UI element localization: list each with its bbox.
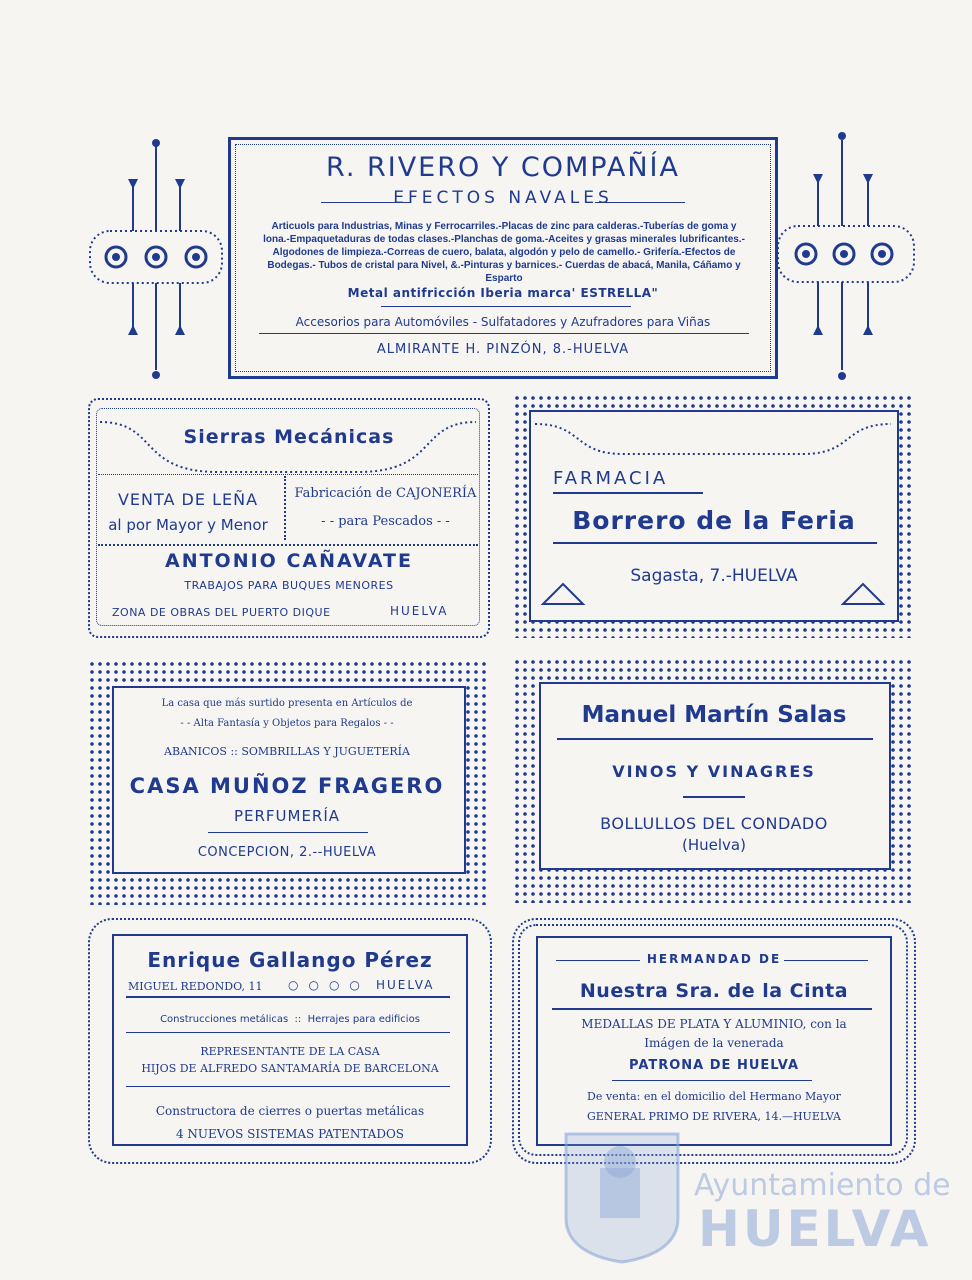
canavate-title: Sierras Mecánicas — [183, 426, 395, 448]
canavate-trade: TRABAJOS PARA BUQUES MENORES — [184, 579, 394, 592]
farmacia-label: FARMACIA — [553, 468, 669, 489]
martin-region: (Huelva) — [682, 836, 746, 854]
hermandad-head: HERMANDAD DE — [646, 952, 782, 966]
ad-farmacia — [513, 394, 915, 638]
ad-martin-salas — [513, 658, 915, 903]
canavate-left1: VENTA DE LEÑA — [117, 490, 259, 509]
hermandad-line3: De venta: en el domicilio del Hermano Mayor — [587, 1090, 841, 1103]
right-ornament — [776, 130, 916, 385]
hermandad-name: Nuestra Sra. de la Cinta — [579, 980, 849, 1002]
ad-gallango — [88, 918, 492, 1164]
canavate-left2: al por Mayor y Menor — [108, 516, 268, 534]
rivero-title: R. RIVERO Y COMPAÑÍA — [326, 152, 680, 183]
canavate-right1: Fabricación de CAJONERÍA — [294, 486, 477, 501]
canavate-city: HUELVA — [390, 604, 449, 618]
rivero-line2: Accesorios para Automóviles - Sulfatadores y Azufradores para Viñas — [295, 315, 711, 329]
farmacia-name: Borrero de la Feria — [572, 506, 856, 535]
farmacia-address: Sagasta, 7.-HUELVA — [630, 566, 798, 586]
gallango-house: HIJOS DE ALFREDO SANTAMARÍA DE BARCELONA — [141, 1062, 439, 1075]
gallango-trade: Construcciones metálicas :: Herrajes para edificios — [160, 1014, 420, 1025]
rivero-frame — [228, 137, 778, 379]
fragero-line1: La casa que más surtido presenta en Artículos de — [161, 698, 413, 709]
rivero-subtitle: EFECTOS NAVALES — [393, 188, 613, 208]
gallango-street: MIGUEL REDONDO, 11 — [128, 980, 263, 993]
gallango-rep: REPRESENTANTE DE LA CASA — [200, 1045, 380, 1058]
hermandad-patron: PATRONA DE HUELVA — [628, 1058, 800, 1073]
ad-canavate — [88, 398, 490, 638]
hermandad-line2: Imágen de la venerada — [644, 1036, 784, 1050]
ad-fragero — [88, 660, 490, 905]
gallango-city: HUELVA — [376, 978, 435, 992]
gallango-name: Enrique Gallango Pérez — [147, 948, 433, 972]
huelva-seal-watermark — [560, 1128, 684, 1264]
fragero-name: CASA MUÑOZ FRAGERO — [129, 774, 445, 798]
hermandad-line1: MEDALLAS DE PLATA Y ALUMINIO, con la — [581, 1017, 847, 1031]
rivero-address: ALMIRANTE H. PINZÓN, 8.-HUELVA — [376, 342, 630, 357]
fragero-sub: PERFUMERÍA — [233, 807, 341, 825]
gallango-line2: 4 NUEVOS SISTEMAS PATENTADOS — [175, 1127, 405, 1141]
left-ornament — [88, 135, 223, 385]
watermark-bottom: HUELVA — [698, 1200, 932, 1258]
watermark-top: Ayuntamiento de — [694, 1168, 951, 1203]
fragero-line2: - - Alta Fantasía y Objetos para Regalos - - — [180, 718, 394, 729]
rivero-line1: Metal antifricción Iberia marca' ESTRELLA" — [347, 286, 659, 300]
rivero-body: Articuols para Industrias, Minas y Ferrocarriles.-Placas de zinc para calderas.-Tuberías de goma y lona.-Empaquetaduras de todas clases.-Planchas de goma.-Aceites y grasas minerales lubrificantes.-Algodones de limpieza.-Correas de cuero, balata, algodón y pelo de camello.- Grifería.-Efectos de Bodegas.- Tubos de cristal para Nivel, &.-Pinturas y barnices.- Cuerdas de abacá, Manila, Cáñamo y Esparto — [263, 221, 745, 284]
fragero-line3: ABANICOS :: SOMBRILLAS Y JUGUETERÍA — [164, 745, 410, 758]
martin-goods: VINOS Y VINAGRES — [612, 762, 816, 781]
fragero-address: CONCEPCION, 2.--HUELVA — [197, 845, 377, 860]
canavate-name: ANTONIO CAÑAVATE — [164, 550, 413, 572]
canavate-right2: - - para Pescados - - — [321, 514, 450, 529]
gallango-line1: Constructora de cierres o puertas metálicas — [155, 1104, 425, 1118]
gallango-dots: ○○○○ — [288, 978, 370, 992]
martin-name: Manuel Martín Salas — [581, 702, 847, 728]
canavate-zone: ZONA DE OBRAS DEL PUERTO DIQUE — [112, 606, 331, 619]
hermandad-line4: GENERAL PRIMO DE RIVERA, 14.—HUELVA — [587, 1110, 841, 1123]
martin-place: BOLLULLOS DEL CONDADO — [600, 814, 828, 833]
